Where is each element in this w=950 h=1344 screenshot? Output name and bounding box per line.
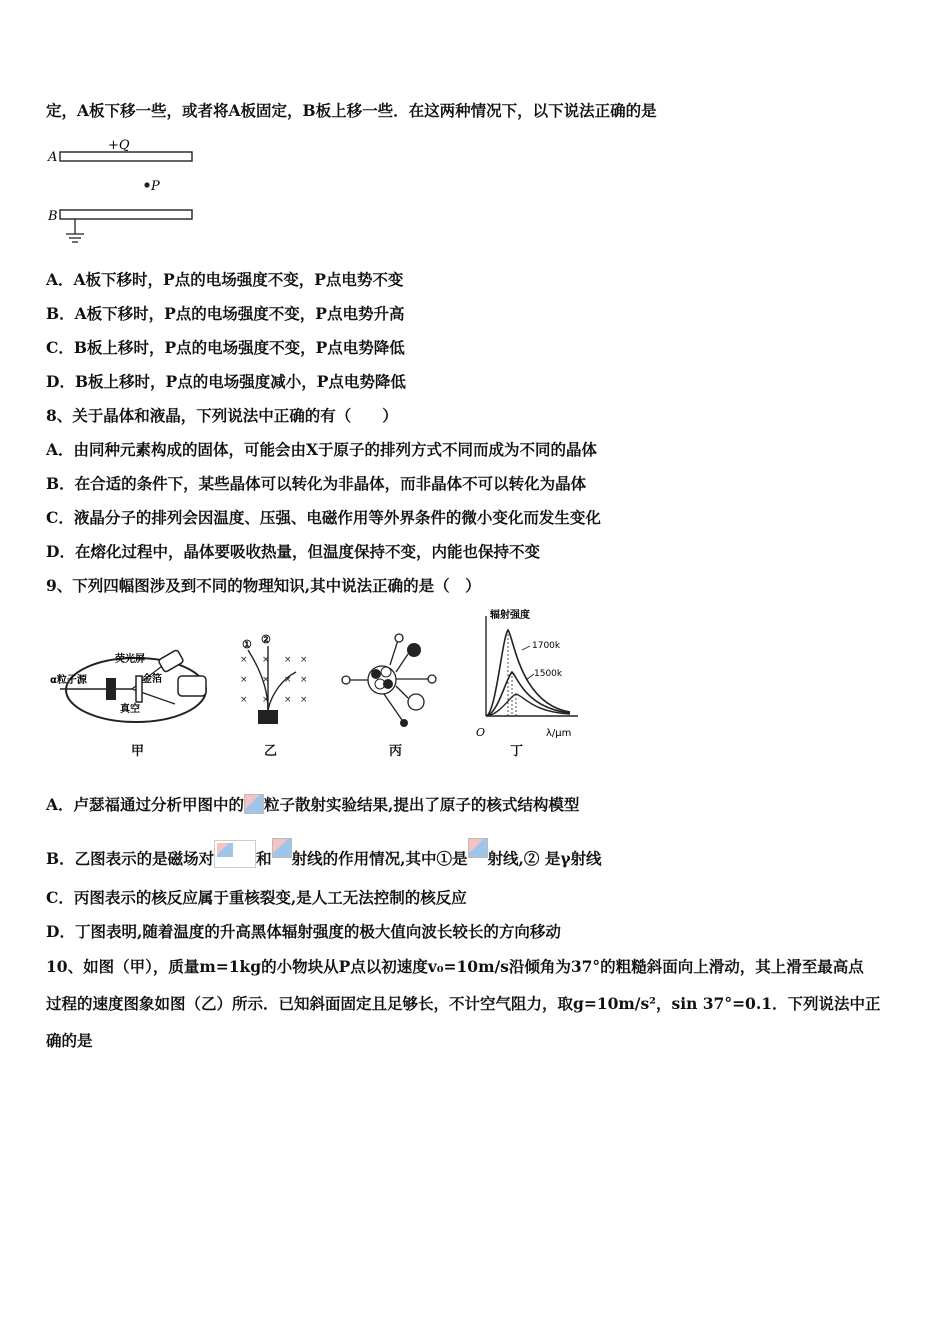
charge-label: +Q [108,138,130,153]
svg-text:×: × [262,675,270,685]
q9-option-d: D．丁图表明,随着温度的升高黑体辐射强度的极大值向波长较长的方向移动 [46,922,561,941]
point-p-label: P [151,179,160,194]
plate-b-label: B [48,209,58,224]
mark-1: ① [242,638,252,651]
caption-ding: 丁 [510,744,524,759]
ding-origin: O [476,726,486,739]
q8-option-b: B．在合适的条件下，某些晶体可以转化为非晶体，而非晶体不可以转化为晶体 [46,474,587,493]
svg-text:×: × [262,655,270,665]
label-source: α粒子源 [50,675,87,686]
svg-text:×: × [240,655,248,665]
figure-yi [232,632,312,732]
figure-jia [50,640,210,730]
svg-text:×: × [240,695,248,705]
svg-text:×: × [284,695,292,705]
ding-curve-1700k: 1700k [532,641,561,651]
q9-option-b-part1: B．乙图表示的是磁场对 [46,849,215,868]
q7-option-d: D．B板上移时，P点的电场强度减小，P点电势降低 [46,372,406,391]
broken-image-icon [468,838,488,858]
q9-option-b-part4: 射线,② 是γ射线 [487,849,602,868]
q8-option-d: D．在熔化过程中，晶体要吸收热量，但温度保持不变，内能也保持不变 [46,542,540,561]
q10-line-1: 10、如图（甲），质量m=1kg的小物块从P点以初速度v₀=10m/s沿倾角为37°的粗糙斜面向上滑动，其上滑至最高点 [46,957,864,976]
q7-option-a: A．A板下移时，P点的电场强度不变，P点电势不变 [46,270,404,289]
svg-text:×: × [262,695,270,705]
figure-ding [470,608,585,743]
q7-stem: 定，A板下移一些，或者将A板固定，B板上移一些．在这两种情况下，以下说法正确的是 [46,101,657,120]
broken-image-icon [272,838,292,858]
svg-text:×: × [284,655,292,665]
q10-line-3: 确的是 [46,1031,93,1050]
q9-option-b [46,838,602,868]
plate-a-label: A [48,150,58,165]
caption-bing: 丙 [389,744,403,759]
svg-text:×: × [300,695,308,705]
figure-bing [336,632,446,732]
broken-image-icon [244,794,264,814]
q8-option-a: A．由同种元素构成的固体，可能会由X于原子的排列方式不同而成为不同的晶体 [46,440,598,459]
broken-image-icon [214,840,256,868]
label-screen: 荧光屏 [115,654,145,665]
caption-jia: 甲 [131,744,145,759]
svg-text:×: × [240,675,248,685]
q9-option-b-part2: 和 [256,849,272,868]
q7-option-c: C．B板上移时，P点的电场强度不变，P点电势降低 [46,338,405,357]
q7-option-b: B．A板下移时，P点的电场强度不变，P点电势升高 [46,304,405,323]
mark-2: ② [261,633,271,646]
q9-option-a-before: A．卢瑟福通过分析甲图中的 [46,795,245,814]
ding-curve-1500k: 1500k [534,669,563,679]
caption-yi: 乙 [264,744,278,759]
label-foil: 金箔 [142,674,162,685]
q9-option-b-part3: 射线的作用情况,其中①是 [291,849,468,868]
svg-text:×: × [300,675,308,685]
q8-option-c: C．液晶分子的排列会因温度、压强、电磁作用等外界条件的微小变化而发生变化 [46,508,601,527]
q9-stem: 9、下列四幅图涉及到不同的物理知识,其中说法正确的是（ ） [46,576,481,595]
ding-xlabel: λ/μm [546,728,572,739]
q9-option-a [46,794,579,815]
label-vacuum: 真空 [120,704,140,715]
q10-line-2: 过程的速度图象如图（乙）所示．已知斜面固定且足够长，不计空气阻力，取g=10m/s²，sin 37°=0.1．下列说法中正 [46,994,881,1013]
q9-option-c: C．丙图表示的核反应属于重核裂变,是人工无法控制的核反应 [46,888,467,907]
svg-text:×: × [284,675,292,685]
q8-stem: 8、关于晶体和液晶，下列说法中正确的有（ ） [46,406,398,425]
svg-text:×: × [300,655,308,665]
q9-option-a-after: 粒子散射实验结果,提出了原子的核式结构模型 [264,795,580,814]
capacitor-figure [46,136,206,251]
ding-ylabel: 辐射强度 [490,610,530,621]
